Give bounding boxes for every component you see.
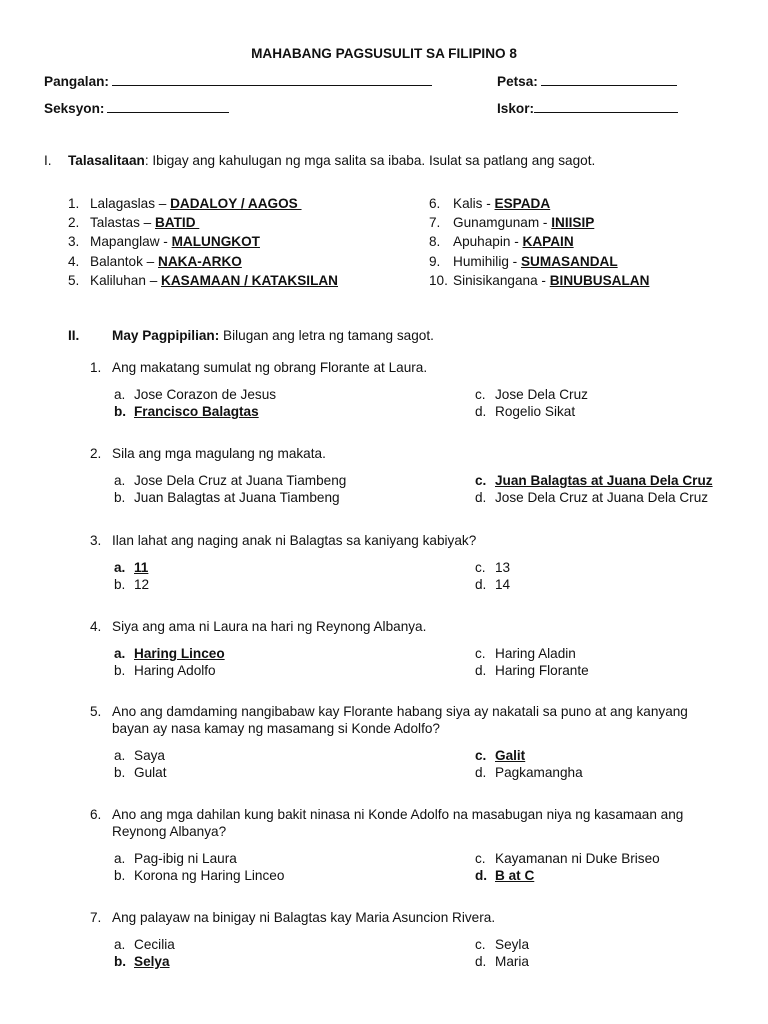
choice-option[interactable] <box>475 560 510 576</box>
question-line: Siya ang ama ni Laura na hari ng Reynong Albanya. <box>112 619 427 634</box>
question-number: 5. <box>90 704 102 719</box>
choice-option[interactable] <box>114 577 149 593</box>
choice-letter[interactable]: c. <box>475 937 486 952</box>
vocab-number: 2. <box>68 215 80 231</box>
vocab-answer[interactable]: KASAMAAN / KATAKSILAN <box>161 272 339 288</box>
part1-title: Talasalitaan <box>68 153 145 168</box>
choice-option[interactable] <box>114 404 259 420</box>
question-line: Sila ang mga magulang ng makata. <box>112 446 326 461</box>
vocab-word: Talastas – <box>90 215 155 231</box>
part1-roman: I. <box>44 153 52 168</box>
choice-option[interactable] <box>475 473 713 489</box>
vocab-answer[interactable]: INIISIP <box>551 215 595 231</box>
choice-letter[interactable]: c. <box>475 646 486 661</box>
question-number: 2. <box>90 446 102 461</box>
choice-text[interactable]: Pagkamangha <box>495 765 583 780</box>
question-line: Ilan lahat ang naging anak ni Balagtas sa kaniyang kabiyak? <box>112 533 477 548</box>
name-field[interactable] <box>44 73 432 90</box>
choice-text[interactable]: Saya <box>134 748 165 763</box>
choice-option[interactable] <box>114 748 165 764</box>
vocab-number: 6. <box>429 196 441 211</box>
vocab-word: Balantok – <box>90 253 159 269</box>
choice-letter[interactable]: b. <box>114 404 127 419</box>
choice-option[interactable] <box>475 748 525 764</box>
question-line: bayan ay nasa kamay ng masamang si Konde Adolfo? <box>112 721 440 736</box>
section-blank-line[interactable] <box>107 100 229 113</box>
question-text <box>90 704 688 720</box>
choice-option[interactable] <box>475 851 660 867</box>
choice-text[interactable]: B at C <box>495 868 535 883</box>
date-field[interactable] <box>497 73 677 90</box>
choice-option[interactable] <box>114 663 216 679</box>
question-text <box>90 910 495 926</box>
choice-text[interactable]: Jose Dela Cruz <box>495 387 588 402</box>
question-text <box>90 360 427 376</box>
date-blank-line[interactable] <box>541 73 677 86</box>
choice-letter[interactable]: c. <box>475 851 486 866</box>
vocab-item <box>68 273 338 289</box>
question-number: 3. <box>90 533 102 548</box>
choice-text[interactable]: Pag-ibig ni Laura <box>134 851 237 866</box>
vocab-number: 3. <box>68 234 80 250</box>
vocab-number: 10. <box>429 272 448 288</box>
choice-letter[interactable]: c. <box>475 560 486 575</box>
question-text <box>90 533 476 549</box>
choice-text[interactable]: 11 <box>134 560 149 575</box>
choice-option[interactable] <box>114 937 175 953</box>
choice-option[interactable] <box>114 765 167 781</box>
score-blank-line[interactable] <box>534 100 678 113</box>
choice-option[interactable] <box>475 765 583 781</box>
choice-letter[interactable]: b. <box>114 868 126 883</box>
choice-letter[interactable]: d. <box>475 765 487 780</box>
vocab-number: 9. <box>429 253 441 269</box>
choice-option[interactable] <box>475 404 575 420</box>
vocab-word: Gunamgunam - <box>453 215 552 231</box>
vocab-answer[interactable]: ESPADA <box>494 196 551 211</box>
vocab-word: Apuhapin - <box>453 234 523 250</box>
part2-title: May Pagpipilian: <box>112 328 220 343</box>
question-text <box>90 807 683 823</box>
score-label: Iskor: <box>497 101 535 116</box>
vocab-item <box>68 234 260 250</box>
choice-text[interactable]: Galit <box>495 748 526 763</box>
vocab-item <box>429 254 618 270</box>
vocab-number: 5. <box>68 272 80 288</box>
choice-letter[interactable]: c. <box>475 387 486 402</box>
choice-option[interactable] <box>475 387 588 403</box>
question-number: 4. <box>90 619 102 634</box>
choice-letter[interactable]: b. <box>114 663 126 678</box>
choice-option[interactable] <box>114 490 340 506</box>
choice-letter[interactable]: a. <box>114 646 126 661</box>
choice-option[interactable] <box>114 560 148 576</box>
vocab-word: Kalis - <box>453 196 495 211</box>
vocab-answer[interactable]: MALUNGKOT <box>171 234 260 250</box>
choice-letter[interactable]: a. <box>114 937 126 952</box>
choice-text[interactable]: Korona ng Haring Linceo <box>134 868 285 883</box>
choice-option[interactable] <box>475 954 529 970</box>
choice-letter[interactable]: d. <box>475 404 487 419</box>
score-field[interactable] <box>497 100 678 117</box>
vocab-item <box>429 215 594 231</box>
choice-letter[interactable]: d. <box>475 954 487 969</box>
question-line: Ang palayaw na binigay ni Balagtas kay Maria Asuncion Rivera. <box>112 910 496 925</box>
choice-letter[interactable]: b. <box>114 954 127 969</box>
part2-roman: II. <box>68 328 80 343</box>
choice-letter[interactable]: d. <box>475 577 487 592</box>
vocab-number: 7. <box>429 215 441 231</box>
choice-text[interactable]: 14 <box>495 577 511 592</box>
choice-text[interactable]: Haring Florante <box>495 663 589 678</box>
part1-heading <box>44 153 595 169</box>
vocab-item <box>68 254 242 270</box>
choice-text[interactable]: 12 <box>134 577 150 592</box>
choice-text[interactable]: Haring Linceo <box>134 646 225 661</box>
choice-text[interactable]: Francisco Balagtas <box>134 404 259 419</box>
choice-option[interactable] <box>114 851 237 867</box>
question-text <box>90 446 326 462</box>
choice-letter[interactable]: b. <box>114 577 126 592</box>
vocab-answer[interactable]: BATID <box>154 215 200 231</box>
choice-text[interactable]: Kayamanan ni Duke Briseo <box>495 851 660 866</box>
choice-text[interactable]: Haring Adolfo <box>134 663 216 678</box>
choice-letter[interactable]: d. <box>475 663 487 678</box>
part1-instruction: : Ibigay ang kahulugan ng mga salita sa ibaba. Isulat sa patlang ang sagot. <box>144 153 596 168</box>
vocab-answer[interactable]: BINUBUSALAN <box>549 272 650 288</box>
question-line: Ano ang mga dahilan kung bakit ninasa ni Konde Adolfo na masabugan niya ng kasamaan ang <box>112 807 684 822</box>
choice-option[interactable] <box>475 937 529 953</box>
choice-text[interactable]: Cecilia <box>134 937 175 952</box>
vocab-item <box>68 215 199 231</box>
vocab-word: Sinisikangana - <box>453 272 550 288</box>
choice-letter[interactable]: b. <box>114 490 126 505</box>
choice-text[interactable]: 13 <box>495 560 511 575</box>
choice-text[interactable]: Gulat <box>134 765 167 780</box>
choice-text[interactable]: Seyla <box>495 937 530 952</box>
choice-letter[interactable]: c. <box>475 748 487 763</box>
choice-text[interactable]: Selya <box>134 954 170 969</box>
choice-text[interactable]: Jose Corazon de Jesus <box>134 387 277 402</box>
question-text <box>112 721 440 737</box>
question-number: 1. <box>90 360 102 375</box>
vocab-item <box>429 196 550 212</box>
choice-letter[interactable]: a. <box>114 473 126 488</box>
choice-letter[interactable]: d. <box>475 490 487 505</box>
choice-text[interactable]: Jose Dela Cruz at Juana Dela Cruz <box>495 490 709 505</box>
choice-option[interactable] <box>114 646 225 662</box>
question-number: 7. <box>90 910 102 925</box>
choice-text[interactable]: Juan Balagtas at Juana Tiambeng <box>134 490 340 505</box>
choice-letter[interactable]: c. <box>475 473 487 488</box>
choice-option[interactable] <box>475 868 534 884</box>
choice-option[interactable] <box>114 387 276 403</box>
name-label: Pangalan: <box>44 74 109 89</box>
vocab-word: Mapanglaw - <box>90 234 172 250</box>
vocab-number: 4. <box>68 253 80 269</box>
choice-option[interactable] <box>114 868 284 884</box>
vocab-word: Kaliluhan – <box>90 272 162 288</box>
section-field[interactable] <box>44 100 229 117</box>
question-line: Ano ang damdaming nangibabaw kay Florante habang siya ay nakatali sa puno at ang kanyang <box>112 704 688 719</box>
choice-option[interactable] <box>475 663 589 679</box>
question-number: 6. <box>90 807 102 822</box>
date-label: Petsa: <box>497 74 538 89</box>
choice-letter[interactable]: a. <box>114 748 126 763</box>
choice-option[interactable] <box>475 490 708 506</box>
choice-option[interactable] <box>114 954 170 970</box>
vocab-item <box>429 273 649 289</box>
choice-option[interactable] <box>475 577 510 593</box>
choice-text[interactable]: Maria <box>495 954 529 969</box>
question-text <box>90 619 426 635</box>
choice-text[interactable]: Jose Dela Cruz at Juana Tiambeng <box>134 473 347 488</box>
vocab-number: 1. <box>68 196 80 211</box>
vocab-answer[interactable]: SUMASANDAL <box>520 253 618 269</box>
vocab-answer[interactable]: DADALOY / AAGOS <box>170 196 302 211</box>
vocab-answer[interactable]: KAPAIN <box>522 234 574 250</box>
choice-letter[interactable]: b. <box>114 765 126 780</box>
page-title: MAHABANG PAGSUSULIT SA FILIPINO 8 <box>251 46 517 61</box>
part2-instruction: Bilugan ang letra ng tamang sagot. <box>219 328 434 343</box>
vocab-word: Lalagaslas – <box>90 196 171 211</box>
section-label: Seksyon: <box>44 101 105 116</box>
choice-text[interactable]: Haring Aladin <box>495 646 576 661</box>
choice-text[interactable]: Rogelio Sikat <box>495 404 576 419</box>
vocab-item <box>68 196 302 212</box>
vocab-item <box>429 234 574 250</box>
vocab-word: Humihilig - <box>453 253 521 269</box>
choice-option[interactable] <box>475 646 576 662</box>
choice-letter[interactable]: a. <box>114 560 126 575</box>
choice-letter[interactable]: d. <box>475 868 488 883</box>
name-blank-line[interactable] <box>112 73 432 86</box>
choice-text[interactable]: Juan Balagtas at Juana Dela Cruz <box>495 473 713 488</box>
question-text <box>112 824 226 840</box>
choice-letter[interactable]: a. <box>114 387 126 402</box>
question-line: Reynong Albanya? <box>112 824 227 839</box>
choice-letter[interactable]: a. <box>114 851 126 866</box>
vocab-answer[interactable]: NAKA-ARKO <box>158 253 242 269</box>
question-line: Ang makatang sumulat ng obrang Florante at Laura. <box>112 360 428 375</box>
choice-option[interactable] <box>114 473 346 489</box>
part2-heading <box>68 328 434 344</box>
vocab-number: 8. <box>429 234 441 250</box>
